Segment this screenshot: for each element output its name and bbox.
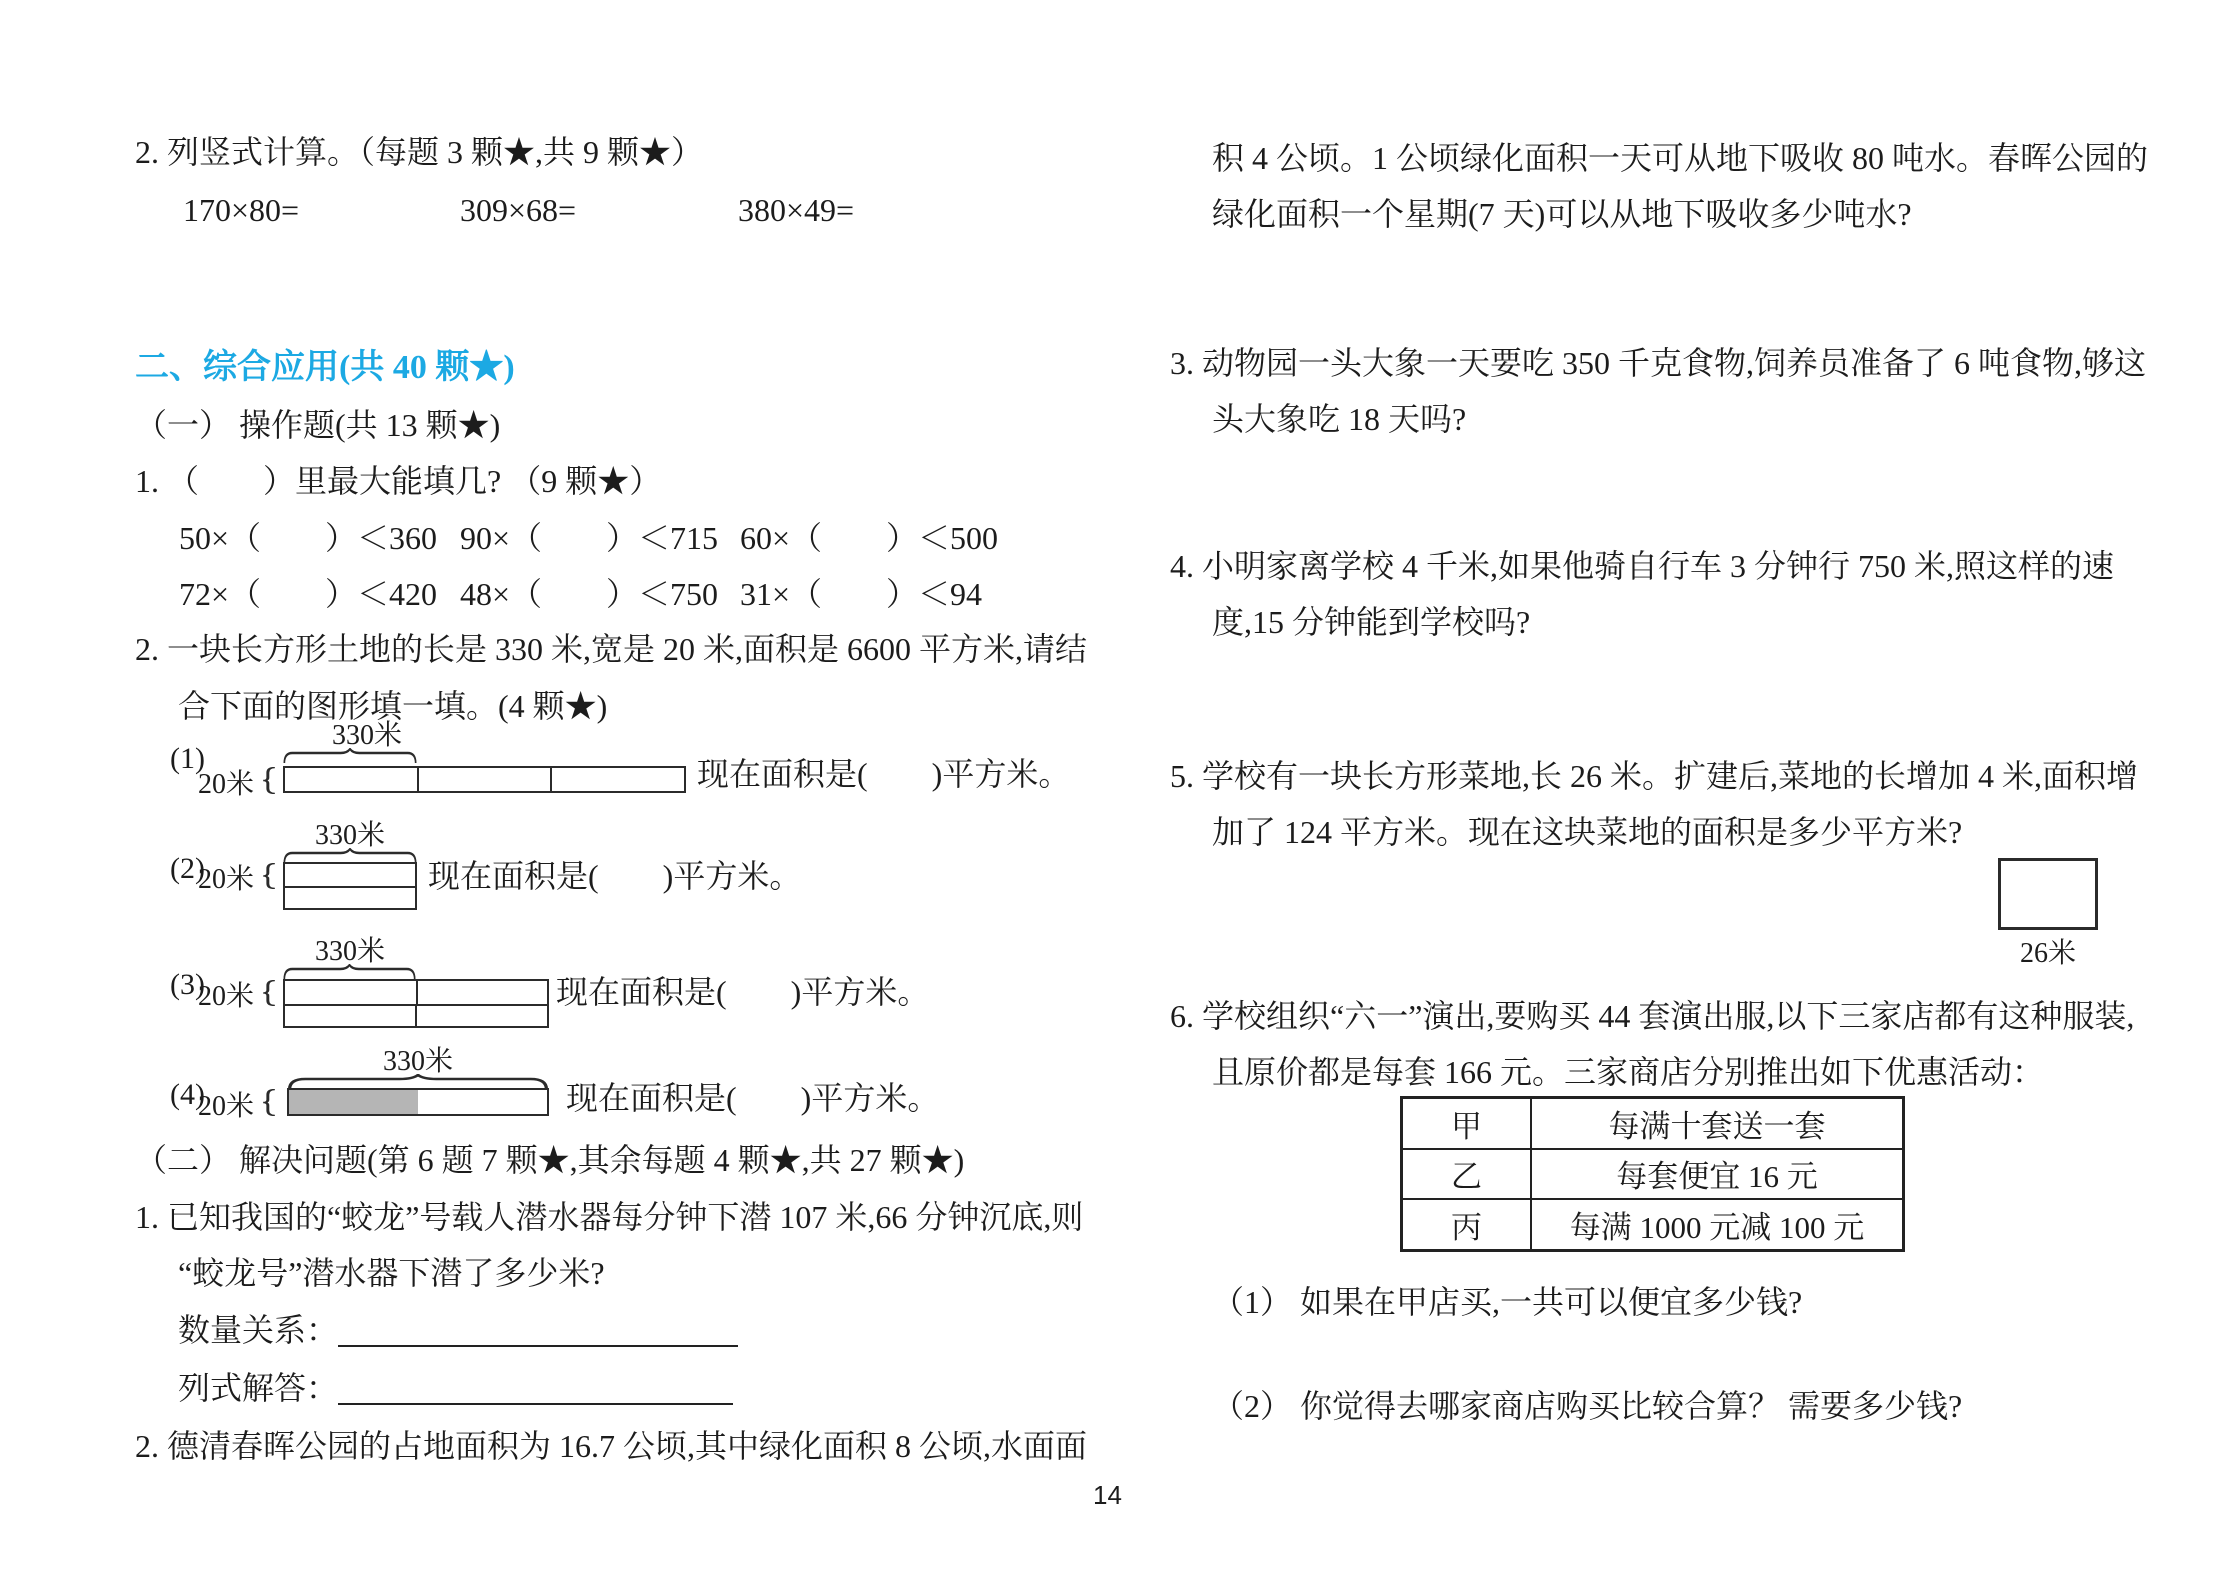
solve-q1-line1: 1. 已知我国的“蛟龙”号载人潜水器每分钟下潜 107 米,66 分钟沉底,则 (135, 1199, 1084, 1235)
table-row (1402, 1199, 1904, 1250)
store-name-cell: 丙 (1402, 1199, 1532, 1250)
q5-garden-rect (1998, 858, 2098, 930)
diagram2-height-label: 20米 (198, 864, 255, 895)
diagram1-height-label: 20米 (198, 769, 255, 800)
offer-cell: 每满 1000 元减 100 元 (1531, 1199, 1904, 1250)
calc-item-1: 170×80= (183, 192, 300, 228)
q1-heading: 1. （ ）里最大能填几? （9 颗★） (135, 463, 662, 499)
table-row (1402, 1098, 1904, 1149)
diagram1-answer: 现在面积是( )平方米。 (697, 756, 1071, 792)
diagram4-width-label: 330米 (382, 1046, 453, 1077)
q5-line1: 5. 学校有一块长方形菜地,长 26 米。扩建后,菜地的长增加 4 米,面积增 (1170, 758, 2139, 794)
part1-heading: （一） 操作题(共 13 颗★) (135, 407, 501, 443)
solution-blank-line (338, 1373, 733, 1405)
q4-line1: 4. 小明家离学校 4 千米,如果他骑自行车 3 分钟行 750 米,照这样的速 (1170, 548, 2115, 584)
q6-line1: 6. 学校组织“六一”演出,要购买 44 套演出服,以下三家店都有这种服装, (1170, 998, 2135, 1034)
diagram4-label: (4) (170, 1078, 205, 1111)
q2-continuation-line2: 绿化面积一个星期(7 天)可以从地下吸收多少吨水? (1212, 196, 1912, 232)
q6-line2: 且原价都是每套 166 元。三家商店分别推出如下优惠活动： (1212, 1054, 2045, 1090)
store-name-cell: 甲 (1402, 1098, 1532, 1149)
diagram1-rect (283, 766, 686, 793)
q6-sub2: （2） 你觉得去哪家商店购买比较合算？ 需要多少钱? (1212, 1388, 1963, 1424)
calc-heading: 2. 列竖式计算。（每题 3 颗★,共 9 颗★） (135, 134, 704, 170)
section-heading: 二、综合应用(共 40 颗★) (135, 349, 515, 386)
diagram2-width-label: 330米 (314, 820, 385, 851)
q1-row1-item1: 50×（ ）＜360 (179, 520, 438, 556)
diagram3-height-label: 20米 (198, 981, 255, 1012)
q1-row1-item2: 90×（ ）＜715 (460, 520, 719, 556)
diagram1-label: (1) (170, 742, 205, 775)
calc-item-2: 309×68= (460, 192, 577, 228)
q2-line1: 2. 一块长方形土地的长是 330 米,宽是 20 米,面积是 6600 平方米,请结 (135, 631, 1088, 667)
q3-line2: 头大象吃 18 天吗? (1212, 401, 1467, 437)
diagram4-answer: 现在面积是( )平方米。 (566, 1080, 940, 1116)
diagram4-shaded-area (289, 1090, 418, 1114)
solve-q2-line1: 2. 德清春晖公园的占地面积为 16.7 公顷,其中绿化面积 8 公顷,水面面 (135, 1428, 1088, 1464)
solution-label: 列式解答： (178, 1370, 339, 1406)
diagram1-left-brace (262, 767, 276, 794)
q3-line1: 3. 动物园一头大象一天要吃 350 千克食物,饲养员准备了 6 吨食物,够这 (1170, 345, 2147, 381)
offers-table (1400, 1096, 1905, 1252)
diagram3-left-brace (262, 980, 276, 1006)
relation-label: 数量关系： (178, 1312, 339, 1348)
calc-item-3: 380×49= (738, 192, 855, 228)
q2-line2: 合下面的图形填一填。(4 颗★) (178, 688, 608, 724)
q1-row2-item1: 72×（ ）＜420 (179, 576, 438, 612)
diagram4-left-brace (262, 1089, 276, 1116)
relation-row (178, 1312, 738, 1349)
offer-cell: 每满十套送一套 (1531, 1098, 1904, 1149)
offer-cell: 每套便宜 16 元 (1531, 1149, 1904, 1200)
diagram3-answer: 现在面积是( )平方米。 (556, 974, 930, 1010)
diagram4-height-label: 20米 (198, 1091, 255, 1122)
diagram1-width-label: 330米 (331, 720, 402, 751)
q1-row2-item2: 48×（ ）＜750 (460, 576, 719, 612)
table-row (1402, 1149, 1904, 1200)
solution-row (178, 1370, 733, 1407)
q2-continuation-line1: 积 4 公顷。1 公顷绿化面积一天可从地下吸收 80 吨水。春晖公园的 (1212, 140, 2149, 176)
relation-blank-line (338, 1315, 738, 1347)
diagram4-rect (287, 1088, 549, 1116)
q4-line2: 度,15 分钟能到学校吗? (1212, 604, 1531, 640)
q5-rect-label: 26米 (2019, 938, 2076, 969)
store-name-cell: 乙 (1402, 1149, 1532, 1200)
solve-q1-line2: “蛟龙号”潜水器下潜了多少米? (178, 1255, 605, 1291)
diagram1-top-brace (283, 748, 417, 764)
diagram2-left-brace (262, 863, 276, 889)
diagram2-answer: 现在面积是( )平方米。 (428, 858, 802, 894)
q1-row1-item3: 60×（ ）＜500 (740, 520, 999, 556)
q6-sub1: （1） 如果在甲店买,一共可以便宜多少钱? (1212, 1284, 1803, 1320)
diagram3-top-brace (283, 964, 416, 980)
part2-heading: （二） 解决问题(第 6 题 7 颗★,其余每题 4 颗★,共 27 颗★) (135, 1142, 965, 1178)
page-number: 14 (1093, 1480, 1122, 1510)
diagram3-rect (283, 979, 549, 1028)
diagram3-label: (3) (170, 968, 205, 1001)
q5-line2: 加了 124 平方米。现在这块菜地的面积是多少平方米? (1212, 814, 1963, 850)
diagram2-rect (283, 862, 417, 910)
diagram2-label: (2) (170, 852, 205, 885)
diagram3-width-label: 330米 (314, 936, 385, 967)
q1-row2-item3: 31×（ ）＜94 (740, 576, 983, 612)
